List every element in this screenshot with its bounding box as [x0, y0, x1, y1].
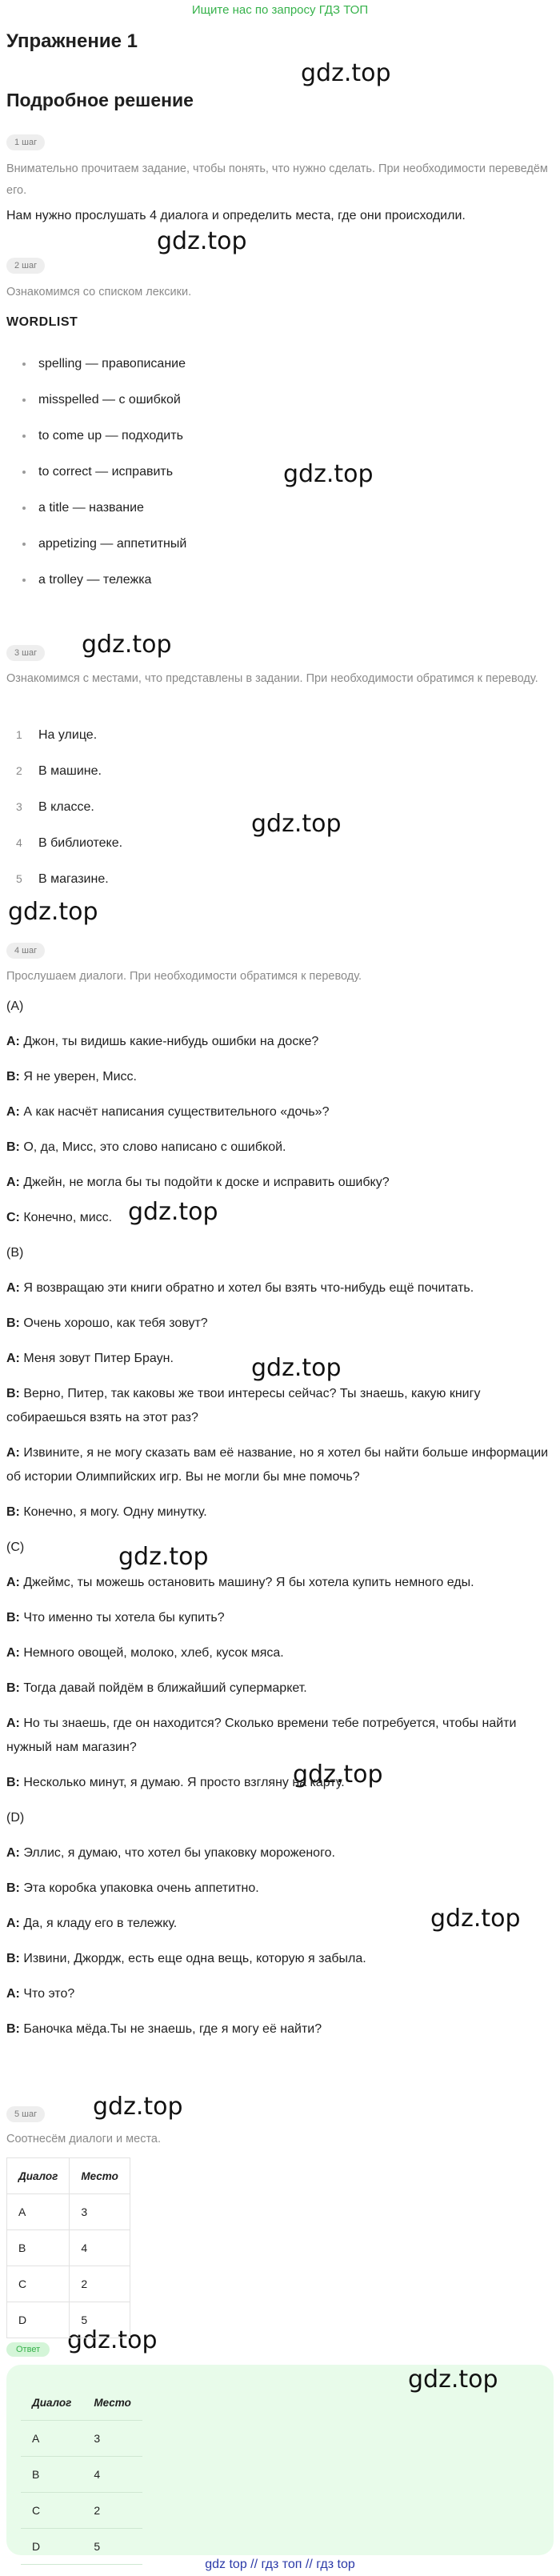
watermark: gdz.top — [157, 227, 247, 255]
places-list — [6, 717, 554, 897]
watermark: gdz.top — [408, 2366, 498, 2394]
place-item: 4 В библиотеке. — [16, 836, 123, 850]
dialog-line: B: Эта коробка упаковка очень аппетитно. — [6, 1881, 259, 1895]
table-row: D 5 — [7, 2302, 130, 2338]
table-header-row — [7, 2158, 130, 2194]
table-header: Диалог — [7, 2158, 70, 2194]
dialog-line: B: Я не уверен, Мисс. — [6, 1070, 137, 1084]
footer-separator: // — [305, 2558, 313, 2571]
dialog-label: (C) — [6, 1540, 25, 1554]
footer-link[interactable]: гдз топ — [261, 2558, 302, 2571]
dialog-line: B: Извини, Джордж, есть еще одна вещь, которую я забыла. — [6, 1952, 366, 1965]
wordlist-heading: WORDLIST — [6, 315, 78, 329]
footer-links — [0, 2558, 560, 2572]
watermark: gdz.top — [67, 2326, 158, 2354]
step-1-hint: Внимательно прочитаем задание, чтобы понять, что нужно сделать. При необходимости переведём его. — [6, 162, 548, 197]
dialog-line: A: Меня зовут Питер Браун. — [6, 1352, 174, 1365]
step-1-badge: 1 шаг — [6, 134, 45, 150]
dialog-line: A: Что это? — [6, 1987, 75, 2001]
answer-badge: Ответ — [6, 2342, 50, 2357]
dialog-line: A: Немного овощей, молоко, хлеб, кусок мяса. — [6, 1646, 284, 1660]
watermark: gdz.top — [283, 460, 374, 488]
step-4-badge: 4 шаг — [6, 943, 45, 959]
solution-heading: Подробное решение — [6, 90, 194, 110]
table-row: D 5 — [21, 2529, 142, 2565]
watermark: gdz.top — [293, 1761, 383, 1789]
dialog-line: A: Извините, я не могу сказать вам её название, но я хотел бы найти больше информации об истории Олимпийских игр. Вы не могли бы мне помочь? — [6, 1446, 549, 1484]
place-item: 3 В классе. — [16, 800, 94, 814]
table-row: B 4 — [7, 2230, 130, 2266]
dialog-line: A: Но ты знаешь, где он находится? Сколько времени тебе потребуется, чтобы найти нужный нам магазин? — [6, 1717, 517, 1754]
dialog-line: B: Что именно ты хотела бы купить? — [6, 1611, 225, 1625]
answer-table — [21, 2385, 142, 2565]
dialog-line: B: Верно, Питер, так каковы же твои интересы сейчас? Ты знаешь, какую книгу собираешься взять на этот раз? — [6, 1387, 481, 1424]
watermark: gdz.top — [128, 1198, 218, 1226]
page-title: Упражнение 1 — [6, 30, 138, 52]
dialog-line: B: Баночка мёда.Ты не знаешь, где я могу её найти? — [6, 2022, 322, 2036]
dialog-line: A: Джеймс, ты можешь остановить машину? Я бы хотела купить немного еды. — [6, 1576, 474, 1589]
place-item: 1 На улице. — [16, 728, 98, 742]
step-3-badge: 3 шаг — [6, 645, 45, 661]
watermark: gdz.top — [251, 810, 342, 838]
watermark: gdz.top — [82, 631, 172, 659]
table-header: Диалог — [21, 2385, 82, 2421]
place-item: 5 В магазине. — [16, 872, 109, 886]
step-2-hint: Ознакомимся со списком лексики. — [6, 286, 192, 298]
watermark: gdz.top — [251, 1354, 342, 1382]
dialog-line: B: Тогда давай пойдём в ближайший супермаркет. — [6, 1681, 307, 1695]
table-row: A 3 — [7, 2194, 130, 2230]
step-4-hint: Прослушаем диалоги. При необходимости обратимся к переводу. — [6, 970, 362, 983]
step-5-hint: Соотнесём диалоги и места. — [6, 2133, 162, 2145]
table-row: C 2 — [7, 2266, 130, 2302]
dialog-line: A: Джон, ты видишь какие-нибудь ошибки на доске? — [6, 1035, 319, 1048]
footer-link[interactable]: гдз top — [316, 2558, 355, 2571]
wordlist — [6, 346, 554, 598]
word-item: spelling — правописание — [6, 346, 554, 382]
table-row: A 3 — [21, 2421, 142, 2457]
dialog-line: A: Я возвращаю эти книги обратно и хотел бы взять что-нибудь ещё почитать. — [6, 1281, 474, 1295]
watermark: gdz.top — [301, 59, 391, 87]
dialog-line: B: Несколько минут, я думаю. Я просто взгляну на карту. — [6, 1776, 345, 1789]
footer-separator: // — [250, 2558, 258, 2571]
dialog-line: B: О, да, Мисс, это слово написано с ошибкой. — [6, 1140, 286, 1154]
dialog-line: A: Да, я кладу его в тележку. — [6, 1917, 178, 1930]
dialog-line: A: Эллис, я думаю, что хотел бы упаковку мороженого. — [6, 1846, 335, 1860]
table-row: C 2 — [21, 2493, 142, 2529]
dialog-label: (A) — [6, 1000, 24, 1013]
dialog-line: A: Джейн, не могла бы ты подойти к доске и исправить ошибку? — [6, 1176, 390, 1189]
top-banner[interactable]: Ищите нас по запросу ГДЗ ТОП — [191, 3, 369, 17]
footer-link[interactable]: gdz top — [205, 2558, 247, 2571]
word-item: a title — название — [6, 490, 554, 526]
table-header: Место — [70, 2158, 130, 2194]
watermark: gdz.top — [8, 898, 98, 926]
dialog-label: (B) — [6, 1246, 24, 1260]
word-item: to come up — подходить — [6, 418, 554, 454]
dialog-line: C: Конечно, мисс. — [6, 1211, 113, 1224]
watermark: gdz.top — [93, 2093, 183, 2121]
table-header: Место — [82, 2385, 142, 2421]
dialog-line: A: А как насчёт написания существительного «дочь»? — [6, 1105, 330, 1119]
matching-table — [6, 2157, 130, 2338]
watermark: gdz.top — [118, 1543, 209, 1571]
step-2-badge: 2 шаг — [6, 258, 45, 274]
step-5-badge: 5 шаг — [6, 2106, 45, 2122]
word-item: to correct — исправить — [6, 454, 554, 490]
dialogs — [6, 995, 554, 2053]
place-item: 2 В машине. — [16, 764, 102, 778]
word-item: misspelled — с ошибкой — [6, 382, 554, 418]
step-1-text: Нам нужно прослушать 4 диалога и определить места, где они происходили. — [6, 209, 466, 222]
dialog-label: (D) — [6, 1811, 25, 1825]
word-item: appetizing — аппетитный — [6, 526, 554, 562]
table-header-row — [21, 2385, 142, 2421]
word-item: a trolley — тележка — [6, 562, 554, 598]
table-row: B 4 — [21, 2457, 142, 2493]
watermark: gdz.top — [430, 1905, 521, 1933]
dialog-line: B: Конечно, я могу. Одну минутку. — [6, 1505, 207, 1519]
step-3-hint: Ознакомимся с местами, что представлены в задании. При необходимости обратимся к переводу. — [6, 672, 538, 685]
dialog-line: B: Очень хорошо, как тебя зовут? — [6, 1316, 208, 1330]
